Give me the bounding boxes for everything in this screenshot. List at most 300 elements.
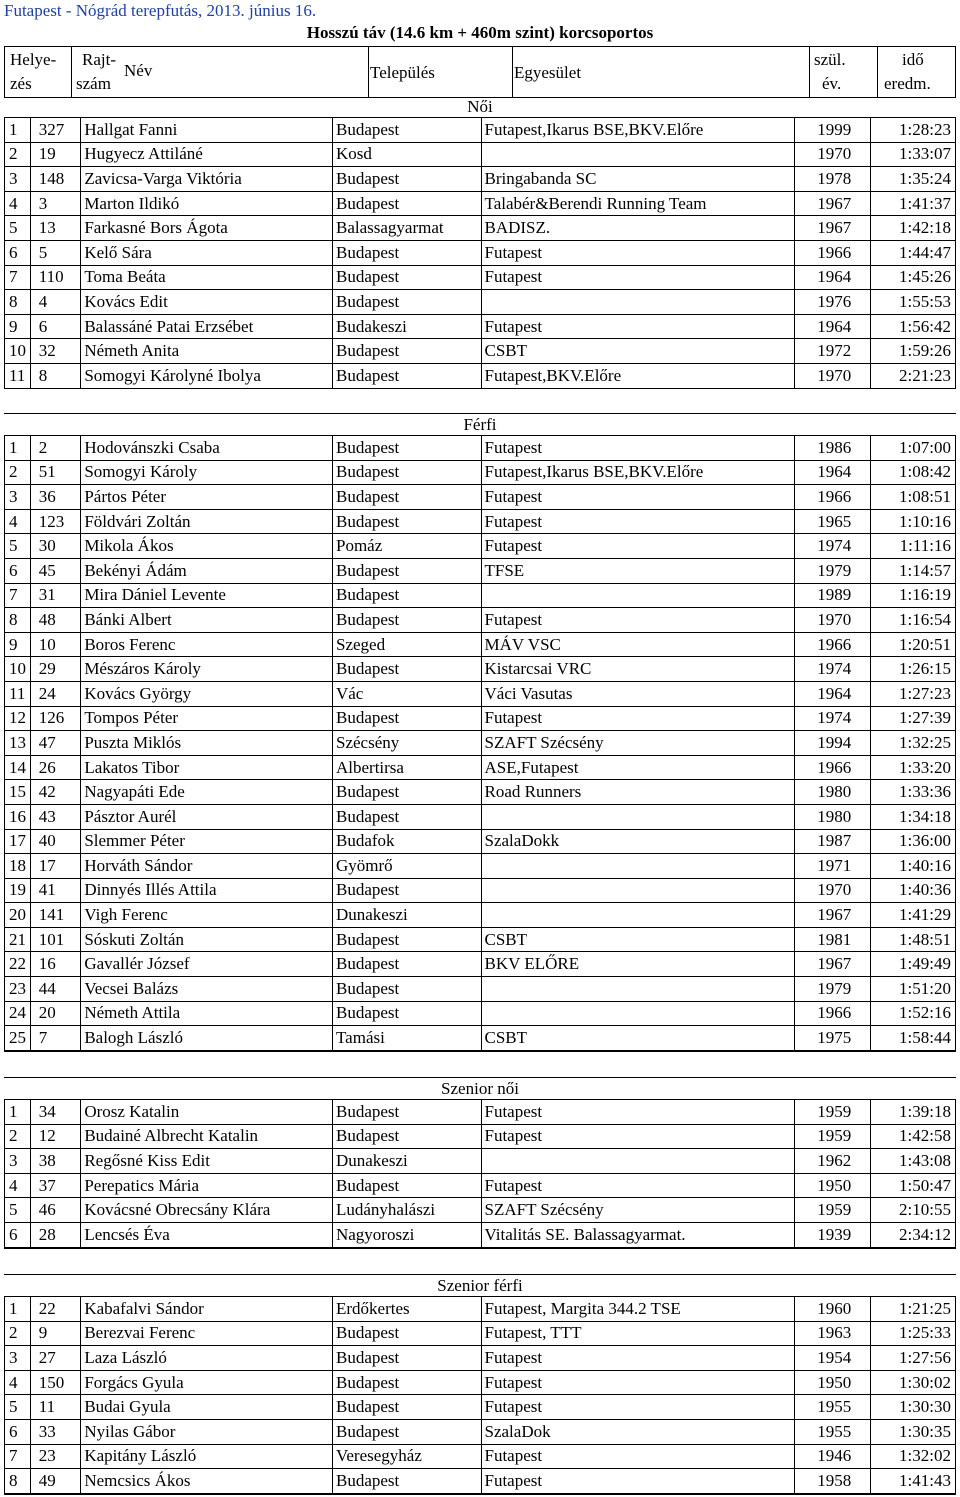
town-cell: Budapest [332,509,481,534]
town-cell: Budapest [332,363,481,388]
rank-cell: 22 [5,952,31,977]
town-cell: Budapest [332,927,481,952]
rank-cell: 14 [5,755,31,780]
town-cell: Dunakeszi [332,903,481,928]
table-row [5,977,956,1002]
time-cell: 1:16:19 [871,583,956,608]
bib-cell: 11 [30,1395,81,1420]
club-cell: Bringabanda SC [481,167,795,192]
town-cell: Budapest [332,460,481,485]
town-cell: Budapest [332,1001,481,1026]
town-cell: Budapest [332,1100,481,1124]
town-cell: Albertirsa [332,755,481,780]
name-cell: Toma Beáta [81,265,333,290]
town-cell: Budapest [332,558,481,583]
town-cell: Budapest [332,952,481,977]
bib-cell: 38 [30,1149,81,1174]
club-cell: Futapest [481,436,795,460]
table-row [5,1149,956,1174]
table-row [5,314,956,339]
year-cell: 1974 [795,706,871,731]
header-bib-line1: Rajt- [82,50,116,69]
name-cell: Mészáros Károly [81,657,333,682]
club-cell: Futapest, Margita 344.2 TSE [481,1297,795,1321]
year-cell: 1975 [795,1026,871,1051]
bib-cell: 45 [30,558,81,583]
club-cell: Futapest [481,240,795,265]
table-row [5,755,956,780]
table-row [5,1026,956,1051]
town-cell: Budapest [332,608,481,633]
town-cell: Budapest [332,1395,481,1420]
town-cell: Budapest [332,657,481,682]
page-title: Futapest - Nógrád terepfutás, 2013. június 16. [4,1,317,20]
name-cell: Földvári Zoltán [81,509,333,534]
bib-cell: 34 [30,1100,81,1124]
town-cell: Tamási [332,1026,481,1051]
rank-cell: 9 [5,314,31,339]
bib-cell: 16 [30,952,81,977]
bib-cell: 42 [30,780,81,805]
header-year-line1: szül. [814,50,846,69]
table-row [5,265,956,290]
town-cell: Budapest [332,485,481,510]
time-cell: 1:36:00 [871,829,956,854]
year-cell: 1959 [795,1100,871,1124]
table-row [5,290,956,315]
name-cell: Slemmer Péter [81,829,333,854]
town-cell: Budapest [332,583,481,608]
club-cell [481,1001,795,1026]
rank-cell: 5 [5,216,31,241]
time-cell: 1:40:36 [871,878,956,903]
club-cell: CSBT [481,1026,795,1051]
club-cell: BKV ELŐRE [481,952,795,977]
table-row [5,952,956,977]
year-cell: 1999 [795,118,871,142]
club-cell: Kistarcsai VRC [481,657,795,682]
name-cell: Mikola Ákos [81,534,333,559]
time-cell: 1:25:33 [871,1321,956,1346]
time-cell: 1:50:47 [871,1173,956,1198]
table-row [5,191,956,216]
time-cell: 1:30:30 [871,1395,956,1420]
header-rank-line2: zés [10,74,32,93]
club-cell: Futapest [481,314,795,339]
rank-cell: 4 [5,191,31,216]
club-cell: Futapest [481,1100,795,1124]
name-cell: Forgács Gyula [81,1370,333,1395]
table-row [5,1297,956,1321]
club-cell: Futapest [481,1173,795,1198]
town-cell: Budapest [332,1370,481,1395]
town-cell: Budapest [332,240,481,265]
time-cell: 1:41:37 [871,191,956,216]
name-cell: Németh Attila [81,1001,333,1026]
year-cell: 1967 [795,903,871,928]
table-row [5,1395,956,1420]
time-cell: 1:27:23 [871,681,956,706]
name-cell: Somogyi Károly [81,460,333,485]
time-cell: 1:08:42 [871,460,956,485]
year-cell: 1970 [795,878,871,903]
year-cell: 1950 [795,1370,871,1395]
table-row [5,1370,956,1395]
time-cell: 1:56:42 [871,314,956,339]
rank-cell: 10 [5,657,31,682]
table-row [5,608,956,633]
club-cell [481,1149,795,1174]
rank-cell: 25 [5,1026,31,1051]
town-cell: Balassagyarmat [332,216,481,241]
name-cell: Hallgat Fanni [81,118,333,142]
year-cell: 1978 [795,167,871,192]
name-cell: Hodovánszki Csaba [81,436,333,460]
town-cell: Kosd [332,142,481,167]
table-row [5,1198,956,1223]
name-cell: Regősné Kiss Edit [81,1149,333,1174]
name-cell: Gavallér József [81,952,333,977]
time-cell: 1:42:18 [871,216,956,241]
name-cell: Horváth Sándor [81,854,333,879]
rank-cell: 3 [5,485,31,510]
table-row [5,1346,956,1371]
rank-cell: 24 [5,1001,31,1026]
time-cell: 1:08:51 [871,485,956,510]
rank-cell: 4 [5,1173,31,1198]
name-cell: Kovácsné Obrecsány Klára [81,1198,333,1223]
year-cell: 1966 [795,485,871,510]
rank-cell: 1 [5,1100,31,1124]
year-cell: 1966 [795,755,871,780]
rank-cell: 3 [5,1149,31,1174]
time-cell: 1:45:26 [871,265,956,290]
bib-cell: 31 [30,583,81,608]
rank-cell: 7 [5,265,31,290]
year-cell: 1980 [795,804,871,829]
header-bib-line2: szám [76,74,111,93]
year-cell: 1972 [795,339,871,364]
club-cell [481,583,795,608]
time-cell: 1:30:02 [871,1370,956,1395]
name-cell: Vecsei Balázs [81,977,333,1002]
bib-cell: 26 [30,755,81,780]
year-cell: 1976 [795,290,871,315]
bib-cell: 37 [30,1173,81,1198]
table-row [5,657,956,682]
time-cell: 1:30:35 [871,1419,956,1444]
name-cell: Berezvai Ferenc [81,1321,333,1346]
rank-cell: 3 [5,1346,31,1371]
club-cell: CSBT [481,339,795,364]
club-cell: Futapest [481,706,795,731]
name-cell: Laza László [81,1346,333,1371]
town-cell: Budapest [332,1124,481,1149]
time-cell: 1:27:56 [871,1346,956,1371]
bib-cell: 4 [30,290,81,315]
time-cell: 2:10:55 [871,1198,956,1223]
year-cell: 1970 [795,363,871,388]
name-cell: Sóskuti Zoltán [81,927,333,952]
rank-cell: 5 [5,1198,31,1223]
rank-cell: 5 [5,534,31,559]
bib-cell: 47 [30,731,81,756]
table-row [5,903,956,928]
time-cell: 1:41:29 [871,903,956,928]
year-cell: 1987 [795,829,871,854]
year-cell: 1959 [795,1198,871,1223]
club-cell: Road Runners [481,780,795,805]
bib-cell: 8 [30,363,81,388]
rank-cell: 12 [5,706,31,731]
club-cell: Futapest,BKV.Előre [481,363,795,388]
table-row [5,1222,956,1247]
time-cell: 1:42:58 [871,1124,956,1149]
rank-cell: 6 [5,1222,31,1247]
year-cell: 1971 [795,854,871,879]
bib-cell: 6 [30,314,81,339]
rank-cell: 23 [5,977,31,1002]
town-cell: Budakeszi [332,314,481,339]
town-cell: Veresegyház [332,1444,481,1469]
bib-cell: 150 [30,1370,81,1395]
club-cell: BADISZ. [481,216,795,241]
rank-cell: 1 [5,118,31,142]
rank-cell: 4 [5,1370,31,1395]
club-cell: Futapest [481,265,795,290]
town-cell: Dunakeszi [332,1149,481,1174]
year-cell: 1960 [795,1297,871,1321]
results-table [4,436,956,1051]
table-row [5,485,956,510]
rank-cell: 15 [5,780,31,805]
year-cell: 1954 [795,1346,871,1371]
town-cell: Budapest [332,339,481,364]
year-cell: 1986 [795,436,871,460]
name-cell: Zavicsa-Varga Viktória [81,167,333,192]
year-cell: 1963 [795,1321,871,1346]
rank-cell: 6 [5,240,31,265]
column-header [4,46,956,98]
time-cell: 1:39:18 [871,1100,956,1124]
year-cell: 1970 [795,608,871,633]
name-cell: Bánki Albert [81,608,333,633]
page-subtitle: Hosszú táv (14.6 km + 460m szint) korcsoportos [306,23,654,42]
time-cell: 2:21:23 [871,363,956,388]
year-cell: 1967 [795,216,871,241]
header-year-line2: év. [822,74,842,93]
year-cell: 1964 [795,265,871,290]
year-cell: 1950 [795,1173,871,1198]
club-cell [481,804,795,829]
table-row [5,829,956,854]
town-cell: Gyömrő [332,854,481,879]
club-cell: Váci Vasutas [481,681,795,706]
town-cell: Budapest [332,191,481,216]
club-cell [481,977,795,1002]
table-row [5,706,956,731]
section-noi [4,96,956,389]
time-cell: 1:44:47 [871,240,956,265]
club-cell: Futapest,Ikarus BSE,BKV.Előre [481,118,795,142]
table-row [5,363,956,388]
table-row [5,1419,956,1444]
rank-cell: 6 [5,1419,31,1444]
header-time-line2: eredm. [884,74,931,93]
results-table [4,1297,956,1494]
bib-cell: 49 [30,1469,81,1494]
rank-cell: 16 [5,804,31,829]
rank-cell: 21 [5,927,31,952]
rank-cell: 6 [5,558,31,583]
bib-cell: 148 [30,167,81,192]
time-cell: 1:33:07 [871,142,956,167]
town-cell: Budafok [332,829,481,854]
club-cell: Futapest [481,534,795,559]
club-cell: Futapest [481,509,795,534]
table-row [5,558,956,583]
bib-cell: 29 [30,657,81,682]
rank-cell: 10 [5,339,31,364]
time-cell: 2:34:12 [871,1222,956,1247]
town-cell: Budapest [332,1469,481,1494]
year-cell: 1958 [795,1469,871,1494]
year-cell: 1939 [795,1222,871,1247]
name-cell: Dinnyés Illés Attila [81,878,333,903]
name-cell: Balogh László [81,1026,333,1051]
club-cell: Futapest [481,1346,795,1371]
rank-cell: 1 [5,1297,31,1321]
rank-cell: 2 [5,1321,31,1346]
time-cell: 1:41:43 [871,1469,956,1494]
name-cell: Vigh Ferenc [81,903,333,928]
time-cell: 1:40:16 [871,854,956,879]
time-cell: 1:52:16 [871,1001,956,1026]
bib-cell: 141 [30,903,81,928]
year-cell: 1964 [795,681,871,706]
name-cell: Budai Gyula [81,1395,333,1420]
rank-cell: 11 [5,363,31,388]
bib-cell: 12 [30,1124,81,1149]
name-cell: Marton Ildikó [81,191,333,216]
bib-cell: 110 [30,265,81,290]
club-cell: Futapest [481,1444,795,1469]
time-cell: 1:34:18 [871,804,956,829]
bib-cell: 32 [30,339,81,364]
table-row [5,436,956,460]
year-cell: 1981 [795,927,871,952]
time-cell: 1:14:57 [871,558,956,583]
rank-cell: 2 [5,1124,31,1149]
year-cell: 1955 [795,1395,871,1420]
rank-cell: 4 [5,509,31,534]
bib-cell: 28 [30,1222,81,1247]
town-cell: Budapest [332,1419,481,1444]
club-cell: Futapest [481,485,795,510]
time-cell: 1:32:25 [871,731,956,756]
name-cell: Mira Dániel Levente [81,583,333,608]
year-cell: 1946 [795,1444,871,1469]
table-row [5,878,956,903]
name-cell: Kelő Sára [81,240,333,265]
town-cell: Ludányhalászi [332,1198,481,1223]
bib-cell: 27 [30,1346,81,1371]
year-cell: 1989 [795,583,871,608]
bib-cell: 101 [30,927,81,952]
bib-cell: 17 [30,854,81,879]
name-cell: Tompos Péter [81,706,333,731]
section-title: Szenior férfi [4,1275,956,1297]
year-cell: 1994 [795,731,871,756]
rank-cell: 5 [5,1395,31,1420]
bib-cell: 13 [30,216,81,241]
rank-cell: 2 [5,142,31,167]
name-cell: Bekényi Ádám [81,558,333,583]
name-cell: Balassáné Patai Erzsébet [81,314,333,339]
rank-cell: 3 [5,167,31,192]
table-row [5,681,956,706]
header-time-line1: idő [902,50,924,69]
rank-cell: 17 [5,829,31,854]
time-cell: 1:10:16 [871,509,956,534]
bib-cell: 43 [30,804,81,829]
name-cell: Kapitány László [81,1444,333,1469]
results-table [4,118,956,389]
bib-cell: 51 [30,460,81,485]
club-cell: TFSE [481,558,795,583]
rank-cell: 19 [5,878,31,903]
bib-cell: 40 [30,829,81,854]
town-cell: Budapest [332,1173,481,1198]
bib-cell: 41 [30,878,81,903]
table-row [5,632,956,657]
header-club: Egyesület [514,63,582,82]
results-table [4,1100,956,1248]
club-cell: Futapest [481,608,795,633]
year-cell: 1964 [795,314,871,339]
name-cell: Perepatics Mária [81,1173,333,1198]
year-cell: 1962 [795,1149,871,1174]
table-row [5,731,956,756]
section-title: Férfi [4,414,956,436]
bib-cell: 36 [30,485,81,510]
town-cell: Budapest [332,436,481,460]
table-row [5,118,956,142]
time-cell: 1:35:24 [871,167,956,192]
name-cell: Farkasné Bors Ágota [81,216,333,241]
club-cell: Talabér&Berendi Running Team [481,191,795,216]
bib-cell: 123 [30,509,81,534]
rank-cell: 8 [5,608,31,633]
rank-cell: 8 [5,1469,31,1494]
table-row [5,1001,956,1026]
name-cell: Puszta Miklós [81,731,333,756]
rank-cell: 11 [5,681,31,706]
table-row [5,240,956,265]
year-cell: 1966 [795,1001,871,1026]
club-cell [481,854,795,879]
name-cell: Lakatos Tibor [81,755,333,780]
bib-cell: 2 [30,436,81,460]
club-cell: Futapest [481,1395,795,1420]
time-cell: 1:51:20 [871,977,956,1002]
rank-cell: 2 [5,460,31,485]
town-cell: Budapest [332,804,481,829]
time-cell: 1:59:26 [871,339,956,364]
time-cell: 1:21:25 [871,1297,956,1321]
year-cell: 1970 [795,142,871,167]
year-cell: 1966 [795,240,871,265]
